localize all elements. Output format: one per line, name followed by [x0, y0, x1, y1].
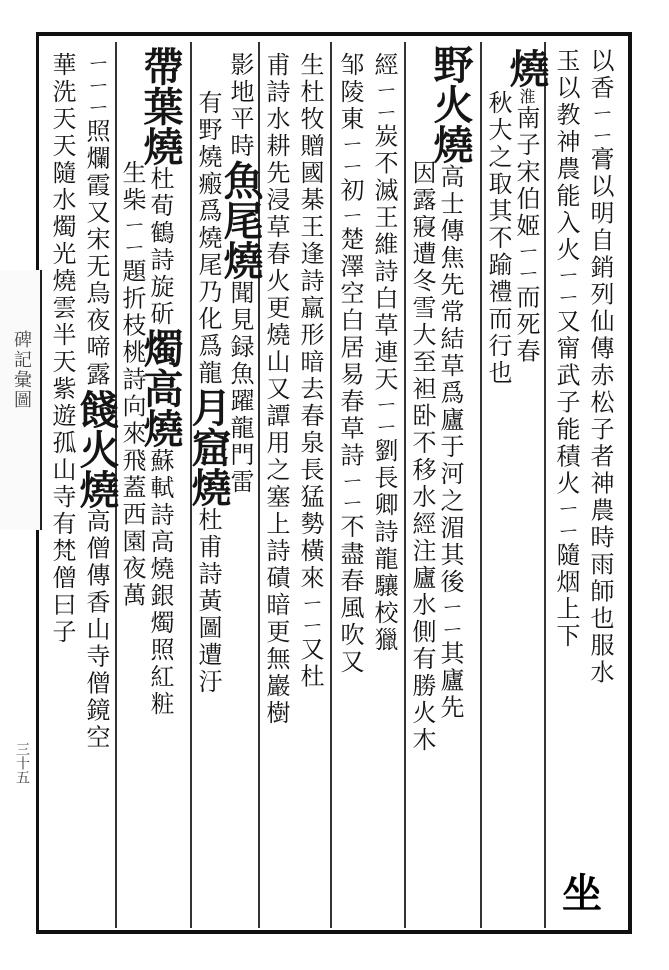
- text-column: [586, 48, 614, 686]
- col-text: 聞見録魚躍龍門雷: [226, 280, 254, 496]
- column-divider: [404, 42, 406, 928]
- col-text: 以香ㄧㄧ膏以明自銷列仙傳赤松子者神農時雨師也服水: [586, 48, 614, 687]
- text-column: [118, 160, 146, 609]
- col-text: 高士傳焦先常結草爲廬于河之湄其後ㄧㄧ其廬先: [436, 164, 464, 722]
- entry-heading: 燭高燒: [137, 328, 184, 448]
- entry-heading: 月窟燒: [185, 387, 232, 507]
- text-column: [73, 52, 120, 752]
- entry-heading: 餞火燒: [73, 388, 120, 509]
- right-border: [628, 32, 632, 934]
- col-text: 生柴ㄧㄧ: [118, 160, 146, 259]
- col-text: 題折枝桃詩向來飛蓋西園夜萬: [118, 258, 146, 610]
- entry-heading: 野火燒: [427, 44, 474, 164]
- column-divider: [544, 42, 546, 928]
- text-column: [427, 44, 474, 722]
- text-column: [503, 48, 550, 366]
- col-text: 有野燒瘢: [194, 90, 222, 198]
- col-text: 高僧傳香山寺僧鏡空: [82, 508, 110, 752]
- entry-heading: 魚尾燒: [217, 160, 264, 280]
- text-column: [137, 46, 184, 718]
- entry-heading: 帶葉燒: [137, 46, 184, 166]
- col-text: 邹陵東ㄧㄧ初ㄧ楚澤空白居易春草詩ㄧㄧ不盡春風吹又: [336, 52, 364, 676]
- corner-mark: 坐: [562, 870, 602, 917]
- entry-heading: 燒: [503, 48, 550, 88]
- col-text: 南子宋伯姬ㄧㄧ而死春: [512, 105, 540, 366]
- col-text: 玉以教神農能入火ㄧㄧ又甯武子能積火ㄧㄧ隨烟上下: [552, 48, 580, 650]
- col-text: 因露寢遭冬雪大至袒卧不移水經注廬水側有勝火木: [408, 160, 436, 754]
- col-text: 甫詩水耕先浸草春火更燒山又譚用之塞上詩磧暗更無巖樹: [262, 52, 290, 727]
- col-text: 蘇軾詩高燒銀燭照紅粧: [146, 448, 174, 718]
- column-divider: [480, 42, 482, 928]
- col-text: ㄧㄧㄧ照爛霞又宋无烏夜啼露: [82, 52, 110, 389]
- col-text: 影地平時: [226, 52, 254, 160]
- text-column: [408, 160, 436, 754]
- text-column: [552, 48, 580, 650]
- col-text: 杜甫詩黃圖遭汙: [194, 507, 222, 696]
- spine-label: 碑記彙圖: [11, 330, 32, 410]
- text-column: [185, 90, 232, 696]
- text-column: [484, 90, 512, 387]
- top-border: [36, 32, 632, 36]
- col-text: 遊孤山寺有梵僧曰子: [48, 403, 76, 646]
- text-column: [262, 52, 290, 727]
- col-note: 淮: [517, 88, 536, 105]
- column-divider: [330, 42, 332, 928]
- col-text: 生杜牧贈國棊王逢詩羸形暗去春泉長猛勢橫來ㄧㄧ又杜: [296, 52, 324, 691]
- col-text: 爲燒尾乃化爲龍: [194, 198, 222, 387]
- text-column: [296, 52, 324, 690]
- col-text: 經ㄧㄧ炭不滅王維詩白草連天ㄧㄧ劉長卿詩龍驤校獵: [370, 52, 398, 654]
- bottom-border: [36, 930, 632, 934]
- page-number: 三十五: [14, 742, 30, 784]
- text-column: [336, 52, 364, 676]
- text-column: [370, 52, 398, 654]
- text-column: [48, 52, 76, 646]
- col-text: 華洗天天隨水燭光燒雲半天紫: [48, 52, 76, 403]
- col-text: 秋大之取其不踰禮而行也: [484, 90, 512, 387]
- col-text: 杜荀鶴詩旋斫: [146, 166, 174, 328]
